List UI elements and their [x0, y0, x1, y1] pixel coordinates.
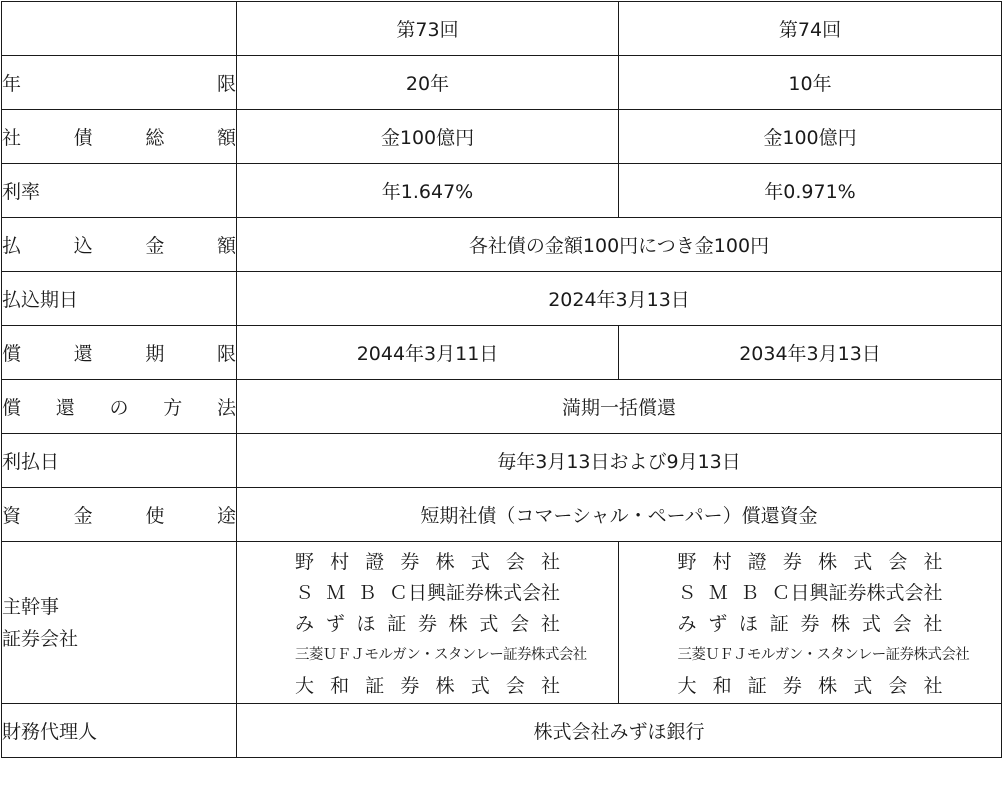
- underwriter-name-segment: Ｂ: [740, 581, 760, 604]
- row-rate: [2, 164, 1002, 218]
- fiscal-agent-value: 株式会社みずほ銀行: [237, 704, 1002, 758]
- label-char: の: [109, 397, 129, 419]
- underwriter-name: [678, 547, 943, 578]
- underwriter-name-segment: み: [677, 612, 697, 635]
- underwriter-name-segment: 証: [365, 674, 385, 697]
- total-amount-73: 金100億円: [237, 110, 619, 164]
- label-char: 期: [145, 343, 165, 365]
- underwriter-name: [295, 640, 587, 671]
- term-73: 20年: [237, 56, 619, 110]
- underwriter-name-segment: 社: [923, 674, 943, 697]
- label-char: 額: [216, 235, 236, 257]
- underwriter-name-segment: 三菱ＵＦＪモルガン・スタンレー証券株式会社: [677, 646, 970, 663]
- underwriter-name: [295, 609, 560, 640]
- underwriter-name: [678, 578, 943, 609]
- label-term-spread: [2, 69, 236, 96]
- underwriter-name-segment: 株: [818, 674, 838, 697]
- underwriter-name-segment: 証: [747, 674, 767, 697]
- underwriter-name-segment: ほ: [738, 612, 758, 635]
- underwriter-name-segment: 券: [782, 674, 802, 697]
- underwriter-name-segment: 村: [712, 550, 732, 573]
- underwriter-name-segment: 券: [417, 612, 437, 635]
- row-payment-amount: [2, 218, 1002, 272]
- underwriter-name-segment: 証: [769, 612, 789, 635]
- label-underwriters: [2, 542, 237, 704]
- label-rate: 利率: [2, 164, 237, 218]
- use-of-funds-value: 短期社債（コマーシャル・ペーパー）償還資金: [237, 488, 1002, 542]
- label-fiscal-agent: 財務代理人: [2, 704, 237, 758]
- label-payment-amount-spread: [2, 231, 236, 258]
- underwriter-name-segment: 会: [510, 612, 530, 635]
- underwriter-name-segment: 證: [365, 550, 385, 573]
- underwriter-name-segment: 株: [435, 550, 455, 573]
- label-use-of-funds: [2, 488, 237, 542]
- underwriter-name-segment: 式: [479, 612, 499, 635]
- underwriter-name-segment: 社: [923, 612, 943, 635]
- label-char: 金: [145, 235, 165, 257]
- underwriter-name-segment: 社: [540, 550, 560, 573]
- row-term: [2, 56, 1002, 110]
- header-series-73: 第73回: [237, 2, 619, 56]
- label-char: 払: [2, 235, 22, 257]
- underwriter-name-segment: 券: [400, 550, 420, 573]
- redemption-method-value: 満期一括償還: [237, 380, 1002, 434]
- underwriter-name: [678, 671, 943, 702]
- label-char: 総: [145, 127, 165, 149]
- underwriter-name-segment: 野: [677, 550, 697, 573]
- interest-date-value: 毎年3月13日および9月13日: [237, 434, 1002, 488]
- underwriter-name-segment: 三菱ＵＦＪモルガン・スタンレー証券株式会社: [295, 646, 587, 663]
- underwriter-name-segment: Ｓ: [677, 581, 697, 604]
- header-row: [2, 2, 1002, 56]
- underwriter-name-segment: 和: [330, 674, 350, 697]
- label-total-amount-spread: [2, 123, 236, 150]
- label-char: 込: [73, 235, 93, 257]
- label-char: 社: [2, 127, 22, 149]
- underwriter-name-segment: 会: [888, 674, 908, 697]
- row-total-amount: [2, 110, 1002, 164]
- rate-73: 年1.647%: [237, 164, 619, 218]
- underwriter-name-segment: 株: [818, 550, 838, 573]
- label-payment-date: 払込期日: [2, 272, 237, 326]
- underwriter-name-segment: 式: [853, 674, 873, 697]
- underwriter-name-segment: 社: [540, 674, 560, 697]
- payment-date-value: 2024年3月13日: [237, 272, 1002, 326]
- label-total-amount: [2, 110, 237, 164]
- label-char: 限: [216, 73, 236, 95]
- underwriter-name-segment: 会: [505, 674, 525, 697]
- label-interest-date: 利払日: [2, 434, 237, 488]
- label-char: 資: [2, 505, 22, 527]
- underwriter-name-segment: 株: [448, 612, 468, 635]
- underwriter-name-segment: 株: [831, 612, 851, 635]
- underwriter-name-segment: 和: [712, 674, 732, 697]
- label-char: 額: [216, 127, 236, 149]
- underwriter-name-segment: Ｂ: [357, 581, 377, 604]
- underwriter-name-segment: 野: [295, 550, 315, 573]
- underwriter-name-segment: Ｍ: [708, 581, 728, 604]
- label-char: 還: [73, 343, 93, 365]
- label-char: 債: [73, 127, 93, 149]
- underwriter-name: [295, 578, 560, 609]
- underwriter-name-segment: 證: [747, 550, 767, 573]
- underwriter-name-segment: 大: [295, 674, 315, 697]
- label-char: 限: [216, 343, 236, 365]
- underwriter-name: [295, 547, 560, 578]
- underwriter-name-segment: 券: [400, 674, 420, 697]
- underwriter-name-segment: ず: [708, 612, 728, 635]
- label-char: 償: [2, 397, 22, 419]
- term-74: 10年: [619, 56, 1002, 110]
- underwriter-name-segment: 社: [540, 612, 560, 635]
- underwriter-name-segment: ほ: [356, 612, 376, 635]
- row-maturity: [2, 326, 1002, 380]
- header-series-74: 第74回: [619, 2, 1002, 56]
- label-underwriters-line2: 証券会社: [2, 627, 79, 650]
- label-redemption-method: [2, 380, 237, 434]
- label-char: 還: [55, 397, 75, 419]
- label-term: [2, 56, 237, 110]
- underwriters-73: [237, 542, 619, 704]
- label-use-of-funds-spread: [2, 501, 236, 528]
- label-char: 途: [216, 505, 236, 527]
- row-redemption-method: [2, 380, 1002, 434]
- underwriter-name-segment: Ｍ: [326, 581, 346, 604]
- underwriter-name-segment: 式: [470, 674, 490, 697]
- underwriters-74-list: [677, 547, 970, 702]
- row-underwriters: [2, 542, 1002, 704]
- rate-74: 年0.971%: [619, 164, 1002, 218]
- underwriter-name-segment: 会: [892, 612, 912, 635]
- label-redemption-method-spread: [2, 393, 236, 420]
- underwriter-name-segment: 会: [888, 550, 908, 573]
- label-maturity: [2, 326, 237, 380]
- underwriter-name-segment: 式: [470, 550, 490, 573]
- maturity-73: 2044年3月11日: [237, 326, 619, 380]
- underwriter-name-segment: 会: [505, 550, 525, 573]
- total-amount-74: 金100億円: [619, 110, 1002, 164]
- label-char: 金: [73, 505, 93, 527]
- row-payment-date: [2, 272, 1002, 326]
- label-char: 償: [2, 343, 22, 365]
- row-fiscal-agent: [2, 704, 1002, 758]
- underwriter-name: [295, 671, 560, 702]
- underwriter-name-segment: ず: [325, 612, 345, 635]
- bond-terms-table: [1, 1, 1002, 758]
- label-char: 使: [145, 505, 165, 527]
- underwriter-name-segment: 式: [853, 550, 873, 573]
- underwriter-name-segment: 大: [677, 674, 697, 697]
- underwriter-name-segment: 式: [861, 612, 881, 635]
- underwriter-name: [677, 640, 970, 671]
- underwriter-name-segment: Ｃ日興証券株式会社: [771, 581, 943, 604]
- row-use-of-funds: [2, 488, 1002, 542]
- underwriters-74: [619, 542, 1002, 704]
- underwriter-name: [678, 609, 943, 640]
- label-char: 年: [2, 73, 22, 95]
- label-maturity-spread: [2, 339, 236, 366]
- underwriter-name-segment: 券: [782, 550, 802, 573]
- row-interest-date: [2, 434, 1002, 488]
- payment-amount-value: 各社債の金額100円につき金100円: [237, 218, 1002, 272]
- underwriter-name-segment: 株: [435, 674, 455, 697]
- label-underwriters-line1: 主幹事: [2, 595, 60, 618]
- label-char: 方: [163, 397, 183, 419]
- underwriters-73-list: [295, 547, 587, 702]
- label-char: 法: [216, 397, 236, 419]
- label-payment-amount: [2, 218, 237, 272]
- underwriter-name-segment: 証: [387, 612, 407, 635]
- underwriter-name-segment: み: [295, 612, 315, 635]
- underwriter-name-segment: Ｃ日興証券株式会社: [388, 581, 560, 604]
- underwriter-name-segment: Ｓ: [295, 581, 315, 604]
- maturity-74: 2034年3月13日: [619, 326, 1002, 380]
- underwriter-name-segment: 券: [800, 612, 820, 635]
- underwriter-name-segment: 社: [923, 550, 943, 573]
- underwriter-name-segment: 村: [330, 550, 350, 573]
- header-corner-cell: [2, 2, 237, 56]
